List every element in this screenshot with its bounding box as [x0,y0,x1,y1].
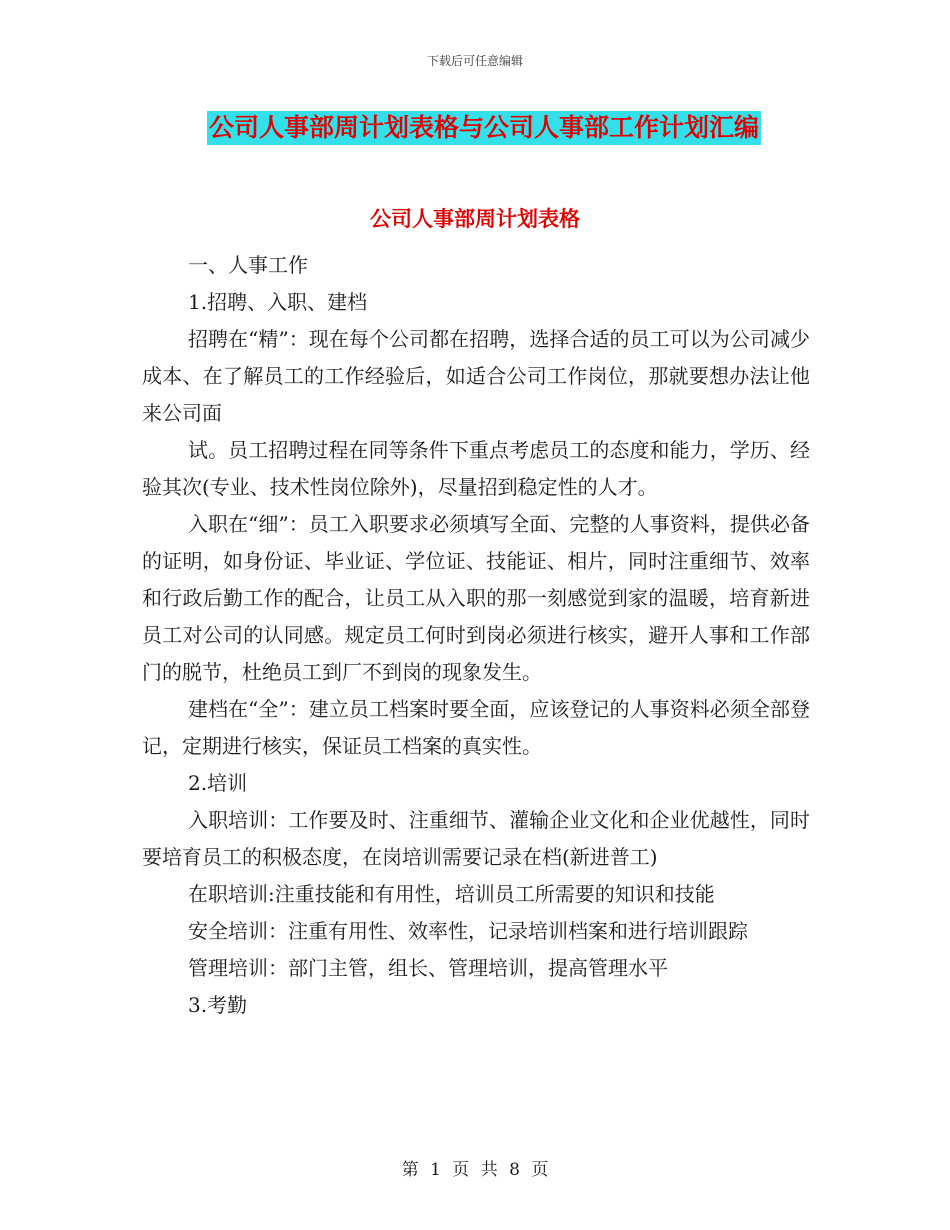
paragraph: 入职在“细”：员工入职要求必须填写全面、完整的人事资料，提供必备的证明，如身份证、毕业证、学位证、技能证、相片，同时注重细节、效率和行政后勤工作的配合，让员工从入职的那一刻感觉到家的温暖，培育新进员工对公司的认同感。规定员工何时到岗必须进行核实，避开人事和工作部门的脱节，杜绝员工到厂不到岗的现象发生。 [142,512,810,684]
paragraph: 在职培训:注重技能和有用性，培训员工所需要的知识和技能 [188,882,715,906]
paragraph: 安全培训：注重有用性、效率性，记录培训档案和进行培训跟踪 [188,919,748,943]
paragraph-heading-1: 一、人事工作 [188,253,308,277]
paragraph: 管理培训：部门主管，组长、管理培训，提高管理水平 [188,956,668,980]
paragraph-subheading-2: 2.培训 [188,771,248,795]
paragraph-subheading-3: 3.考勤 [188,993,248,1017]
paragraph: 试。员工招聘过程在同等条件下重点考虑员工的态度和能力，学历、经验其次(专业、技术性岗位除外)，尽量招到稳定性的人才。 [142,438,810,499]
paragraph: 招聘在“精”：现在每个公司都在招聘，选择合适的员工可以为公司减少成本、在了解员工的工作经验后，如适合公司工作岗位，那就要想办法让他来公司面 [142,327,810,425]
body-text [142,247,810,1024]
paragraph-subheading-1: 1.招聘、入职、建档 [188,290,368,314]
paragraph: 建档在“全”：建立员工档案时要全面，应该登记的人事资料必须全部登记，定期进行核实，保证员工档案的真实性。 [142,697,810,758]
main-title: 公司人事部周计划表格与公司人事部工作计划汇编 [207,111,761,145]
section-title: 公司人事部周计划表格 [370,207,580,231]
paragraph: 入职培训：工作要及时、注重细节、灌输企业文化和企业优越性，同时要培育员工的积极态度，在岗培训需要记录在档(新进普工) [142,808,810,869]
header-note: 下载后可任意编辑 [426,54,523,68]
page-footer: 第 1 页 共 8 页 [401,1160,549,1180]
